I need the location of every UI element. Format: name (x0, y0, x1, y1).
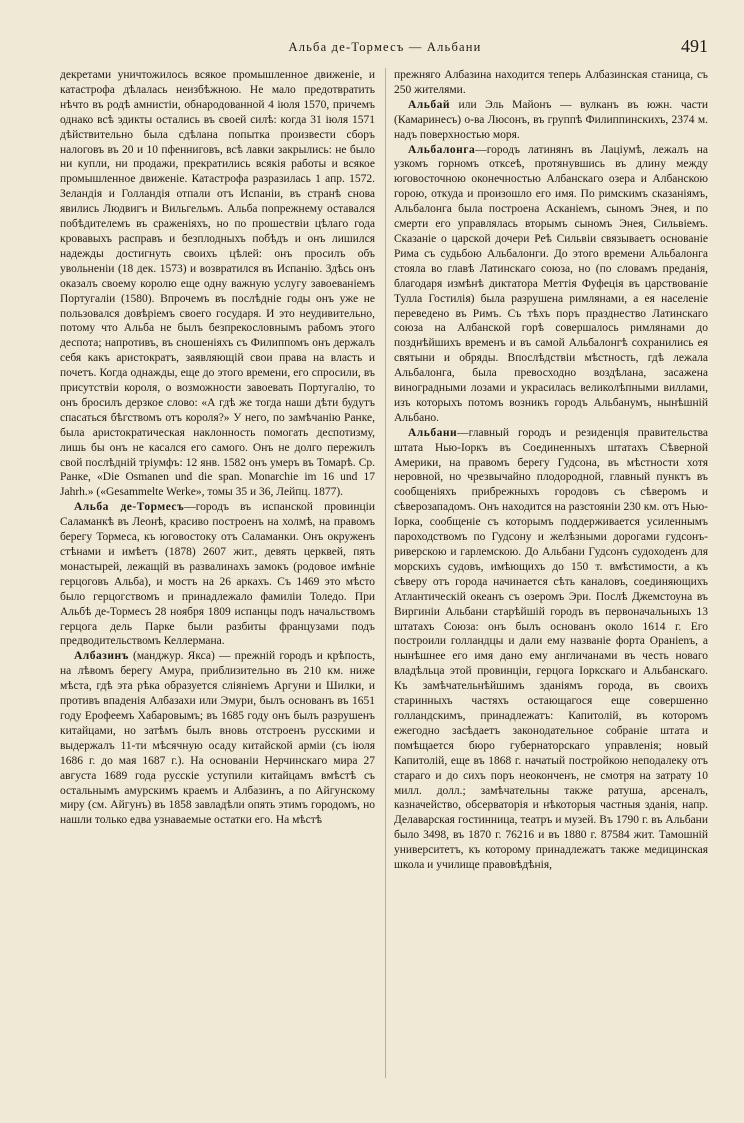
column-divider (385, 68, 386, 1078)
article-body: —городъ латинянъ въ Лаціумѣ, лежалъ на узкомъ горномъ отксеѣ, протянувшись въ длину между юговосточною оконечностью Албанскаго озера и Албанскою горою, откуда и произошло его имя. По римскимъ сказаніямъ, Альбалонга была построена Асканіемъ, сыномъ Энея, и по смерти его управлялась вторымъ сыномъ Энея, Сильвіемъ. Сказаніе о царской дочери Реѣ Сильвіи связываетъ основаніе Рима съ судьбою Альбалонги. До этого времени Альбалонга стояла во главѣ Латинскаго союза, но (по словамъ преданія, благодаря измѣнѣ диктатора Меттія Фуфеція въ царствованіе Тулла Гостилія) была разрушена римлянами, а ея населеніе переведено въ Римъ. Съ тѣхъ поръ празднество Латинскаго союза на Албанской горѣ совершалось римлянами до позднѣйшихъ временъ и въ самой Альбалонгѣ сохранились ея святыни и обряды. Впослѣдствіи мѣстность, гдѣ лежала Альбалонга, была превосходно воздѣлана, засажена виноградными лозами и украсилась великолѣпными виллами, изъ которыхъ потомъ возникъ городъ Альбанумъ, нынѣшній Альбано. (394, 143, 708, 424)
article-albay (394, 98, 708, 143)
left-column (60, 68, 375, 1080)
page-header (60, 36, 710, 58)
headword: Альбалонга (408, 143, 476, 156)
article-albazin (60, 649, 375, 828)
right-column (394, 68, 708, 1080)
article-albany (394, 426, 708, 873)
article-albazin-continuation: прежняго Албазина находится теперь Албазинская станица, съ 250 жителями. (394, 69, 708, 96)
article-alba-continuation: декретами уничтожилось всякое промышленное движеніе, и катастрофа дѣлалась неизбѣжною. Не мало предотвратить нѣчто въ родѣ амнистіи, обнародованной 4 іюля 1570, причемъ однако всѣ эдикты остались въ своей силѣ: когда 31 іюля 1571 дѣйствительно была сдѣлана попытка произвести сборъ налоговъ въ 20 и 10 пфенниговъ, всѣ лавки закрылись: не было ни купли, ни продажи, прекратились всякія работы и всякое промышленное движеніе. Катастрофа разразилась 1 апр. 1572. Зеландія и Голландія отпали отъ Испаніи, въ странѣ снова явились Людвигъ и Вильгельмъ. Альба попрежнему оставался побѣдителемъ въ сраженіяхъ, но по прошествіи цѣлаго года кровавыхъ расправъ и безплодныхъ побѣдъ и онъ лишился надежды достигнуть своихъ цѣлей: онъ просилъ объ увольненіи (18 дек. 1573) и возвратился въ Испанію. Здѣсь онъ оказалъ своему королю еще одну важную услугу завоеваніемъ Португаліи (1580). Впрочемъ въ послѣдніе годы онъ уже не пользовался довѣріемъ своего государя. И это неудивительно, потому что Альба не былъ безпрекословнымъ рабомъ этого деспота; напротивъ, въ сношеніяхъ съ Филиппомъ онъ держалъ себя какъ аристократъ, заявляющій свои права на власть и почетъ. Когда однажды, еще до этого времени, его спросили, въ присутствіи короля, о возможности завоевать Португалію, то онъ бросилъ дерзкое слово: «А гдѣ же тогда наши дѣти будутъ спасаться бѣгствомъ отъ короля?» У него, по замѣчанію Ранке, была аристократическая наклонность помогать деспотизму, лишь бы онъ не касался его самого. Онъ не долго пережилъ свой послѣдній тріумфъ: 12 янв. 1582 онъ умеръ въ Томарѣ. Ср. Ранке, «Die Osmanen und die span. Monarchie im 16 und 17 Jahrh.» («Gesammelte Werke», томы 35 и 36, Лейпц. 1877). (60, 69, 375, 499)
page-number: 491 (681, 36, 708, 56)
headword: Альба де-Тормесъ (74, 501, 185, 514)
article-body: или Эль Майонъ — вулканъ въ южн. части (Камаринесъ) о-ва Люсонъ, въ группѣ Филиппинскихъ, 2374 м. надъ поверхностью моря. (394, 98, 708, 141)
article-albalonga (394, 143, 708, 426)
article-alba-de-tormes (60, 500, 375, 649)
headword: Альбай (408, 98, 450, 111)
running-title: Альба де-Тормесъ — Альбани (288, 40, 482, 54)
article-body: —городъ въ испанской провинціи Саламанкѣ въ Леонѣ, красиво построенъ на холмѣ, на правомъ берегу Тормеса, къ юговостоку отъ Саламанки. Онъ окруженъ стѣнами и имѣетъ (1878) 2607 жит., девять церквей, пять монастырей, лежащій въ развалинахъ замокъ (родовое имѣніе герцоговъ Альба), и мостъ на 26 аркахъ. Съ 1469 это мѣсто было герцогствомъ и принадлежало фамиліи Толедо. При Альбѣ де-Тормесъ 28 ноября 1809 испанцы подъ начальствомъ герцога дель Парке были разбиты французами подъ предводительствомъ Келлермана. (60, 501, 375, 648)
article-body: (манджур. Якса) — прежній городъ и крѣпость, на лѣвомъ берегу Амура, приблизительно въ 210 км. ниже мѣста, гдѣ эта рѣка образуется сліяніемъ Аргуни и Шилки, и противъ впаденія Албазахи или Эмури, былъ основанъ въ 1651 году Ерофеемъ Хабаровымъ; въ 1685 году онъ былъ разрушенъ китайцами, но затѣмъ былъ вновь отстроенъ русскими и выдержалъ 11-ти мѣсячную осаду китайской арміи (съ іюля 1686 г. до мая 1687 г.). На основаніи Нерчинскаго мира 27 августа 1689 года русскіе уступили китайцамъ вмѣстѣ съ остальнымъ амурскимъ краемъ и Албазинъ, а по Айгунскому миру (см. Айгунъ) въ 1858 завладѣли опять этимъ городомъ, но нашли только едва узнаваемые остатки его. На мѣстѣ (60, 650, 375, 827)
headword: Альбани (408, 426, 458, 439)
headword: Албазинъ (74, 650, 129, 663)
article-body: —главный городъ и резиденція правительства штата Нью-Іоркъ въ Соединенныхъ штатахъ Сѣверной Америки, на правомъ берегу Гудсона, въ мѣстности хотя неровной, но чрезвычайно плодородной, главный пунктъ въ сообщеніяхъ прибрежныхъ городовъ съ сѣверомъ и сѣверозападомъ. Онъ находится на разстояніи 230 км. отъ Нью-Іорка, сообщеніе съ которымъ поддерживается усиленнымъ пароходствомъ по Гудсону и желѣзными дорогами гудсонъ-риверскою и гарлемскою. До Альбани Гудсонъ судоходенъ для морскихъ судовъ, имѣющихъ до 150 т. вмѣстимости, а къ сѣверу отъ города начинается сѣть каналовъ, соединяющихъ Атлантическій океанъ съ озеромъ Эри. Послѣ Джемстоуна въ Виргиніи Альбани старѣйшій городъ въ первоначальныхъ 13 штатахъ Союза: онъ былъ основанъ около 1614 г. Его построили голландцы и дали ему названіе форта Оранienъ, а нынѣшнее его имя дано ему англичанами въ честь новаго владѣльца этой провинціи, герцога Іоркскаго и Альбанскаго. Къ замѣчательнѣйшимъ зданіямъ города, въ своихъ старинныхъ частяхъ остающагося еще совершенно голландскимъ, принадлежатъ: Капитолій, въ которомъ ежегодно засѣдаетъ законодательное собраніе штата и помѣщается бюро губернаторскаго управленія; новый Капитолій, еще въ 1868 г. начатый постройкою неподалеку отъ стараго и до сихъ поръ неоконченъ, не смотря на затрату 10 милл. долл.; замѣчательны также ратуша, арсеналъ, казначейство, обсерваторія и нѣкоторыя частныя зданія, напр. Делаварская гостинница, театръ и музей. Въ 1790 г. въ Альбани было 3498, въ 1870 г. 76216 и въ 1880 г. 87584 жит. Тамошній университетъ, къ которому принадлежатъ также медицинская школа и училище правовѣдѣнія, (394, 426, 708, 872)
